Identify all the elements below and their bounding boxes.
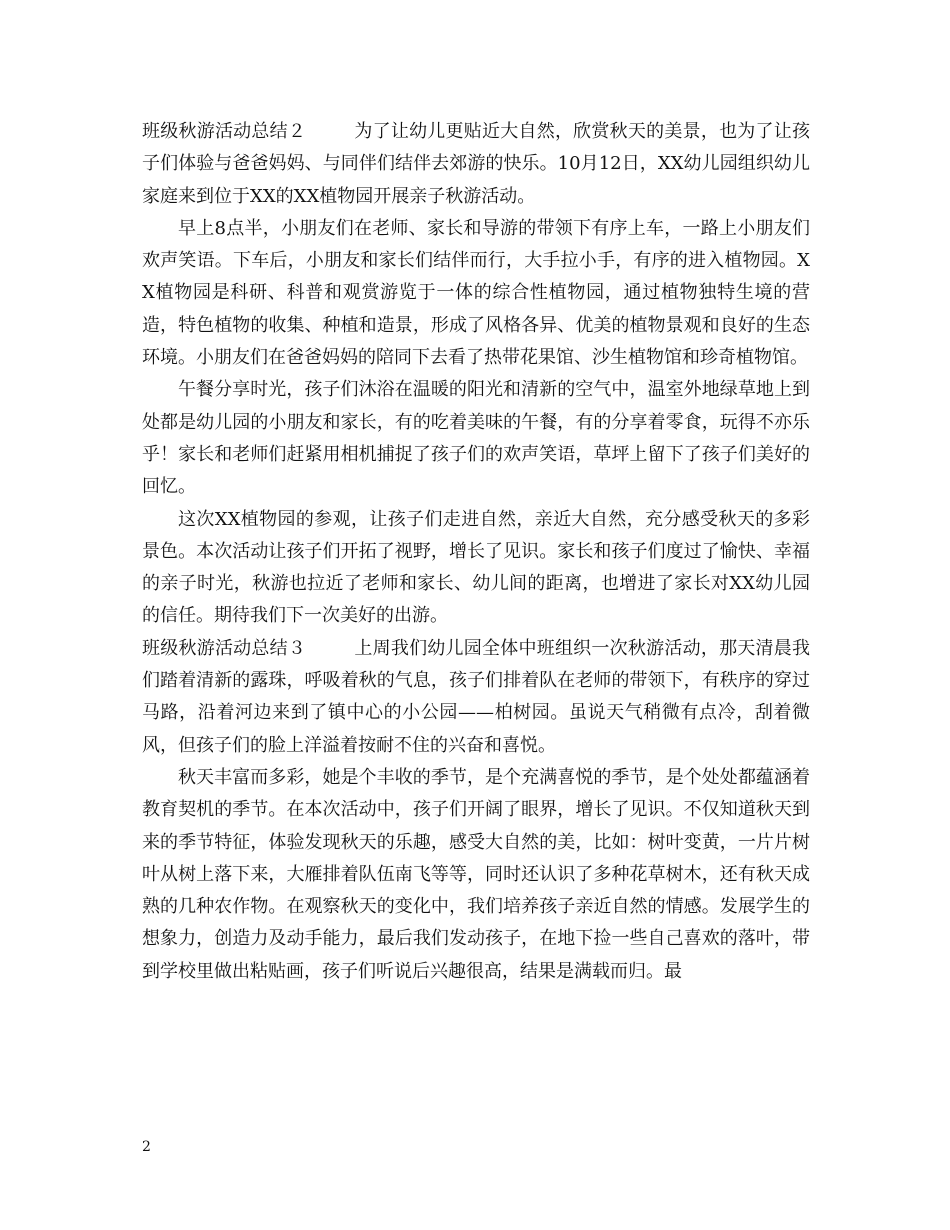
section-3-heading: 班级秋游活动总结３ bbox=[142, 637, 307, 659]
section-2-paragraph-4: 这次XX植物园的参观，让孩子们走进自然，亲近大自然，充分感受秋天的多彩景色。本次活动让孩子们开拓了视野，增长了见识。家长和孩子们度过了愉快、幸福的亲子时光，秋游也拉近了老师和家长、幼儿间的距离，也增进了家长对XX幼儿园的信任。期待我们下一次美好的出游。 bbox=[142, 508, 810, 627]
section-2-paragraph-3: 午餐分享时光，孩子们沐浴在温暖的阳光和清新的空气中，温室外地绿草地上到处都是幼儿园的小朋友和家长，有的吃着美味的午餐，有的分享着零食，玩得不亦乐乎！家长和老师们赶紧用相机捕捉了孩子们的欢声笑语，草坪上留下了孩子们美好的回忆。 bbox=[142, 379, 810, 498]
section-2-heading: 班级秋游活动总结２ bbox=[142, 121, 307, 142]
paragraph-text: 上周我们幼儿园全体中班组织一次秋游活动，那天清晨我们踏着清新的露珠，呼吸着秋的气息，孩子们排着队在老师的带领下，有秩序的穿过马路，沿着河边来到了镇中心的小公园——柏树园。虽说天气稍微有点冷，刮着微风，但孩子们的脸上洋溢着按耐不住的兴奋和喜悦。 bbox=[142, 637, 811, 756]
page-number: 2 bbox=[142, 1139, 151, 1155]
section-2-paragraph-2: 早上8点半，小朋友们在老师、家长和导游的带领下有序上车，一路上小朋友们欢声笑语。下车后，小朋友和家长们结伴而行，大手拉小手，有序的进入植物园。XX植物园是科研、科普和观赏游览于一体的综合性植物园，通过植物独特生境的营造，特色植物的收集、种植和造景，形成了风格各异、优美的植物景观和良好的生态环境。小朋友们在爸爸妈妈的陪同下去看了热带花果馆、沙生植物馆和珍奇植物馆。 bbox=[142, 217, 810, 369]
paragraph-text: 为了让幼儿更贴近大自然，欣赏秋天的美景，也为了让孩子们体验与爸爸妈妈、与同伴们结伴去郊游的快乐。10月12日，XX幼儿园组织幼儿家庭来到位于XX的XX植物园开展亲子秋游活动。 bbox=[142, 121, 811, 207]
section-2-intro-paragraph bbox=[142, 116, 810, 213]
section-3-paragraph-2: 秋天丰富而多彩，她是个丰收的季节，是个充满喜悦的季节，是个处处都蕴涵着教育契机的季节。在本次活动中，孩子们开阔了眼界，增长了见识。不仅知道秋天到来的季节特征，体验发现秋天的乐趣，感受大自然的美，比如：树叶变黄，一片片树叶从树上落下来，大雁排着队伍南飞等等，同时还认识了多种花草树木，还有秋天成熟的几种农作物。在观察秋天的变化中，我们培养孩子亲近自然的情感。发展学生的想象力，创造力及动手能力，最后我们发动孩子，在地下捡一些自己喜欢的落叶，带到学校里做出粘贴画，孩子们听说后兴趣很高，结果是满载而归。最 bbox=[142, 766, 810, 982]
document-body bbox=[142, 116, 810, 988]
section-3-intro-paragraph bbox=[142, 633, 810, 762]
